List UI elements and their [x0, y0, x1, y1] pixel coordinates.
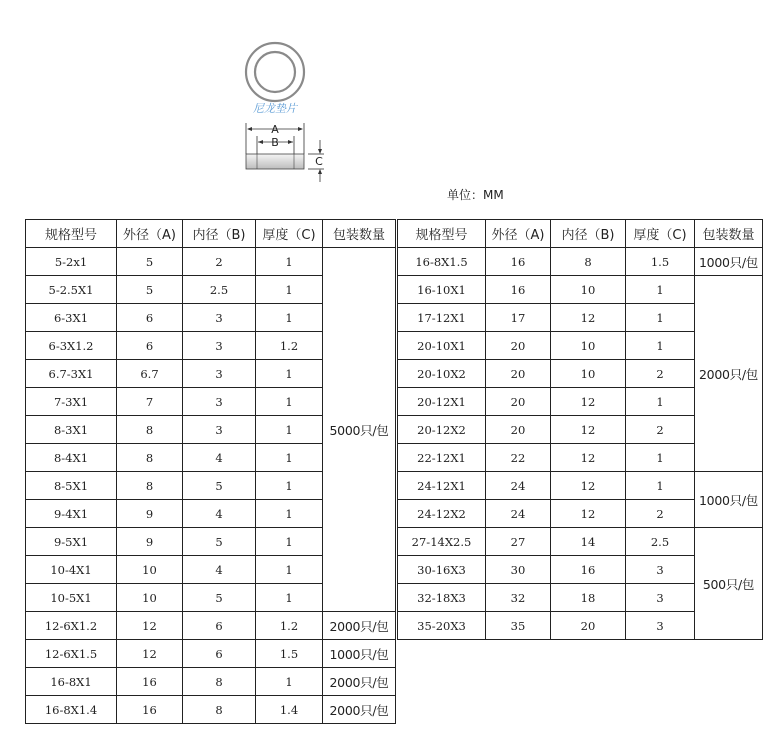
cell-model: 6-3X1.2: [26, 332, 117, 360]
cell-outer: 16: [486, 276, 551, 304]
spec-table-left: [25, 219, 396, 724]
cell-model: 17-12X1: [398, 304, 486, 332]
diagram-caption: 尼龙垫片: [253, 102, 297, 115]
cell-package-qty: 2000只/包: [323, 668, 396, 696]
cell-thickness: 1: [256, 304, 323, 332]
spec-table-right: [397, 219, 763, 640]
cell-outer: 16: [486, 248, 551, 276]
header-thickness: 厚度（C): [626, 220, 695, 248]
cell-model: 24-12X1: [398, 472, 486, 500]
cell-thickness: 1: [256, 360, 323, 388]
cell-thickness: 1: [626, 388, 695, 416]
washer-diagram: [232, 36, 332, 186]
cell-thickness: 3: [626, 584, 695, 612]
cell-package-qty: 500只/包: [695, 528, 763, 640]
cell-inner: 10: [551, 360, 626, 388]
cell-outer: 8: [117, 444, 183, 472]
cell-inner: 3: [183, 388, 256, 416]
table-row: [398, 472, 763, 500]
cell-outer: 6: [117, 304, 183, 332]
cell-outer: 16: [117, 668, 183, 696]
cell-thickness: 1: [626, 472, 695, 500]
cell-outer: 35: [486, 612, 551, 640]
cell-package-qty: 2000只/包: [323, 612, 396, 640]
table-row: [26, 640, 396, 668]
cell-outer: 24: [486, 472, 551, 500]
cell-outer: 6: [117, 332, 183, 360]
cell-model: 20-12X1: [398, 388, 486, 416]
cell-thickness: 1: [256, 416, 323, 444]
cell-outer: 16: [117, 696, 183, 724]
cell-model: 22-12X1: [398, 444, 486, 472]
cell-model: 16-8X1.4: [26, 696, 117, 724]
cell-inner: 8: [183, 696, 256, 724]
table-row: [26, 696, 396, 724]
cell-inner: 12: [551, 304, 626, 332]
cell-thickness: 3: [626, 556, 695, 584]
cell-outer: 32: [486, 584, 551, 612]
cell-outer: 20: [486, 388, 551, 416]
cell-model: 16-10X1: [398, 276, 486, 304]
cell-inner: 5: [183, 528, 256, 556]
cell-package-qty: 1000只/包: [323, 640, 396, 668]
dim-a-label: A: [271, 123, 279, 136]
cell-outer: 6.7: [117, 360, 183, 388]
cell-inner: 12: [551, 500, 626, 528]
dim-b-label: B: [271, 136, 279, 149]
cell-package-qty: 2000只/包: [695, 276, 763, 472]
cell-thickness: 1.5: [256, 640, 323, 668]
cell-model: 8-3X1: [26, 416, 117, 444]
cell-outer: 12: [117, 612, 183, 640]
cell-inner: 20: [551, 612, 626, 640]
cell-model: 6.7-3X1: [26, 360, 117, 388]
table-header-row: [26, 220, 396, 248]
cell-thickness: 2: [626, 416, 695, 444]
cell-inner: 3: [183, 416, 256, 444]
cell-thickness: 1: [256, 584, 323, 612]
cell-model: 7-3X1: [26, 388, 117, 416]
cell-outer: 20: [486, 360, 551, 388]
cell-model: 12-6X1.5: [26, 640, 117, 668]
cell-outer: 20: [486, 332, 551, 360]
dim-c-label: C: [315, 155, 323, 168]
header-package-qty: 包装数量: [323, 220, 396, 248]
cell-model: 12-6X1.2: [26, 612, 117, 640]
header-model: 规格型号: [26, 220, 117, 248]
header-outer-diameter: 外径（A): [117, 220, 183, 248]
cell-model: 6-3X1: [26, 304, 117, 332]
cell-inner: 5: [183, 472, 256, 500]
cell-thickness: 1: [626, 304, 695, 332]
cell-model: 5-2.5X1: [26, 276, 117, 304]
cell-outer: 12: [117, 640, 183, 668]
cell-inner: 3: [183, 360, 256, 388]
cell-outer: 10: [117, 556, 183, 584]
cell-thickness: 1: [256, 388, 323, 416]
cell-outer: 17: [486, 304, 551, 332]
cell-inner: 4: [183, 556, 256, 584]
cell-outer: 5: [117, 248, 183, 276]
header-model: 规格型号: [398, 220, 486, 248]
cell-outer: 30: [486, 556, 551, 584]
cell-model: 35-20X3: [398, 612, 486, 640]
cell-thickness: 1.2: [256, 332, 323, 360]
cell-thickness: 1: [256, 500, 323, 528]
cell-inner: 4: [183, 444, 256, 472]
cell-thickness: 1: [626, 332, 695, 360]
cell-thickness: 1: [256, 668, 323, 696]
cell-inner: 12: [551, 388, 626, 416]
cell-inner: 2.5: [183, 276, 256, 304]
cell-thickness: 1.5: [626, 248, 695, 276]
cell-package-qty: 1000只/包: [695, 248, 763, 276]
cell-package-qty: 5000只/包: [323, 248, 396, 612]
cell-model: 20-10X1: [398, 332, 486, 360]
cell-thickness: 1.4: [256, 696, 323, 724]
cell-model: 16-8X1: [26, 668, 117, 696]
header-outer-diameter: 外径（A): [486, 220, 551, 248]
cell-outer: 7: [117, 388, 183, 416]
cell-inner: 12: [551, 472, 626, 500]
cell-inner: 10: [551, 332, 626, 360]
cell-thickness: 2: [626, 500, 695, 528]
cell-thickness: 1: [256, 528, 323, 556]
unit-label: 单位：MM: [447, 188, 504, 202]
cell-inner: 5: [183, 584, 256, 612]
washer-inner-circle: [255, 52, 295, 92]
table-row: [398, 276, 763, 304]
cell-inner: 10: [551, 276, 626, 304]
cell-outer: 8: [117, 416, 183, 444]
cell-inner: 2: [183, 248, 256, 276]
cell-outer: 27: [486, 528, 551, 556]
cell-thickness: 1: [256, 276, 323, 304]
cell-inner: 16: [551, 556, 626, 584]
header-inner-diameter: 内径（B): [183, 220, 256, 248]
cell-model: 9-5X1: [26, 528, 117, 556]
cell-thickness: 1: [256, 444, 323, 472]
cell-model: 10-5X1: [26, 584, 117, 612]
cell-model: 8-5X1: [26, 472, 117, 500]
table-row: [398, 528, 763, 556]
cell-outer: 10: [117, 584, 183, 612]
cell-outer: 22: [486, 444, 551, 472]
cell-outer: 24: [486, 500, 551, 528]
cell-model: 24-12X2: [398, 500, 486, 528]
cell-outer: 9: [117, 528, 183, 556]
cell-inner: 8: [551, 248, 626, 276]
table-row: [26, 612, 396, 640]
cell-inner: 18: [551, 584, 626, 612]
cell-outer: 5: [117, 276, 183, 304]
table-header-row: [398, 220, 763, 248]
cell-inner: 14: [551, 528, 626, 556]
cell-thickness: 1: [256, 472, 323, 500]
header-inner-diameter: 内径（B): [551, 220, 626, 248]
table-row: [26, 248, 396, 276]
cell-model: 16-8X1.5: [398, 248, 486, 276]
cell-inner: 12: [551, 416, 626, 444]
cell-model: 5-2x1: [26, 248, 117, 276]
header-package-qty: 包装数量: [695, 220, 763, 248]
cell-model: 8-4X1: [26, 444, 117, 472]
cell-thickness: 1: [626, 276, 695, 304]
table-row: [26, 668, 396, 696]
cell-model: 10-4X1: [26, 556, 117, 584]
washer-side-view: [246, 154, 304, 169]
cell-inner: 6: [183, 612, 256, 640]
cell-inner: 3: [183, 304, 256, 332]
table-row: [398, 248, 763, 276]
cell-thickness: 1: [256, 248, 323, 276]
cell-thickness: 1.2: [256, 612, 323, 640]
cell-thickness: 2: [626, 360, 695, 388]
cell-thickness: 2.5: [626, 528, 695, 556]
washer-drawing: [232, 36, 332, 186]
cell-model: 20-12X2: [398, 416, 486, 444]
cell-model: 32-18X3: [398, 584, 486, 612]
cell-inner: 6: [183, 640, 256, 668]
cell-package-qty: 1000只/包: [695, 472, 763, 528]
cell-thickness: 1: [626, 444, 695, 472]
cell-package-qty: 2000只/包: [323, 696, 396, 724]
cell-model: 27-14X2.5: [398, 528, 486, 556]
cell-inner: 8: [183, 668, 256, 696]
cell-inner: 12: [551, 444, 626, 472]
cell-model: 9-4X1: [26, 500, 117, 528]
cell-inner: 3: [183, 332, 256, 360]
cell-inner: 4: [183, 500, 256, 528]
cell-outer: 8: [117, 472, 183, 500]
cell-outer: 20: [486, 416, 551, 444]
header-thickness: 厚度（C): [256, 220, 323, 248]
cell-model: 20-10X2: [398, 360, 486, 388]
cell-model: 30-16X3: [398, 556, 486, 584]
cell-thickness: 3: [626, 612, 695, 640]
cell-outer: 9: [117, 500, 183, 528]
cell-thickness: 1: [256, 556, 323, 584]
